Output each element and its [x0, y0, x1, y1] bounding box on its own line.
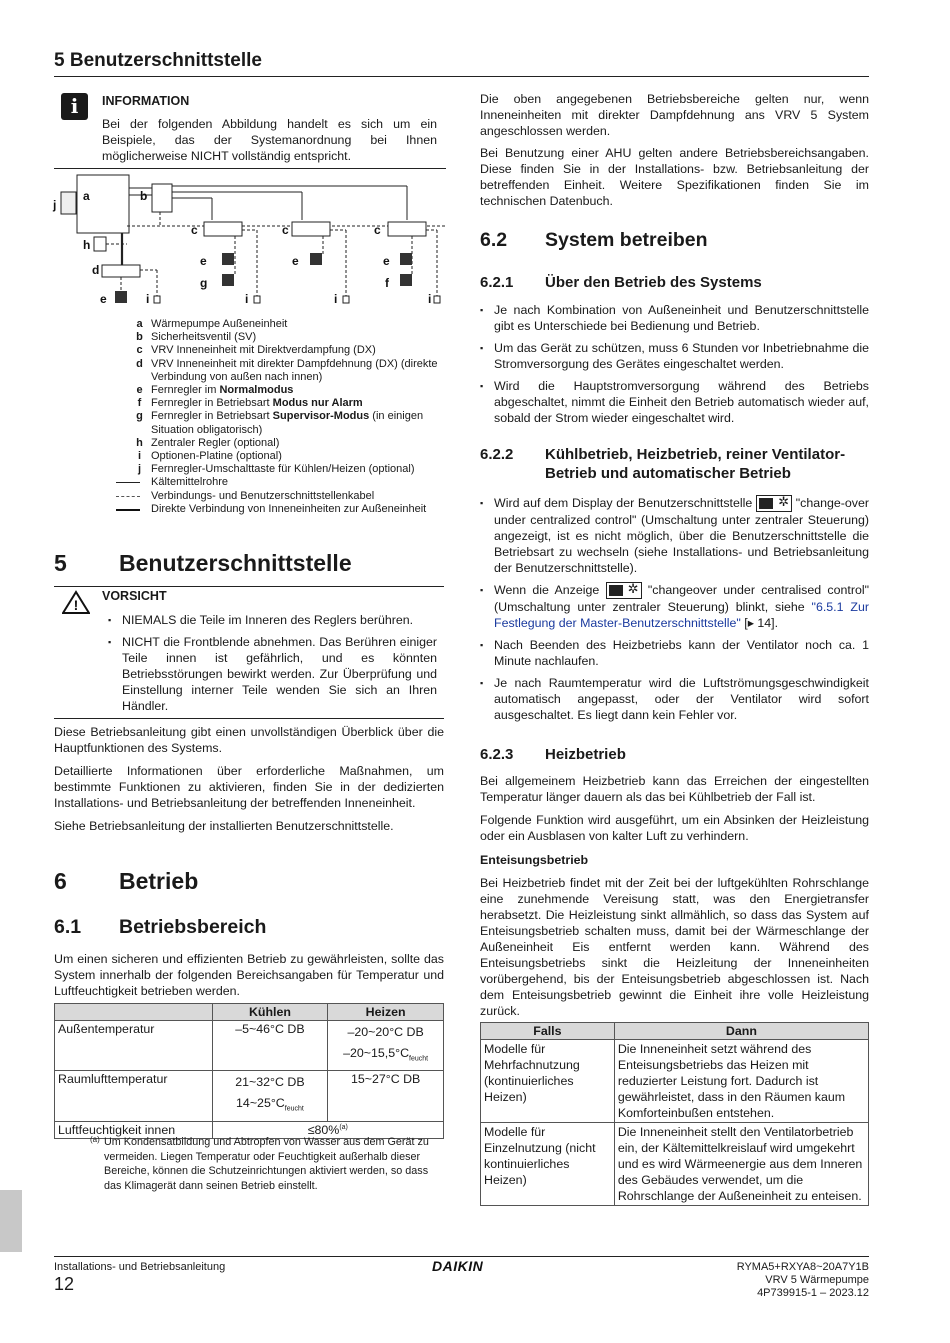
- section-6-2-2-heading: 6.2.2 Kühlbetrieb, Heizbetrieb, reiner Ventilator-Betrieb und automatischer Betrieb: [480, 446, 846, 482]
- thick-line-symbol: [116, 509, 140, 511]
- table-row: [481, 1040, 869, 1123]
- section-5-heading: 5 Benutzerschnittstelle: [54, 550, 352, 576]
- table-cell: Die Inneneinheit stellt den Ventilatorbetrieb ein, der Kältemittelkreislauf wird umgekehrt und es wird Wärmeenergie aus dem Inneren des Gebäudes verwendet, um die Rohrschlange der Außeneinheit zu enteisen.: [614, 1123, 868, 1206]
- page-header-title: 5 Benutzerschnittstelle: [54, 50, 262, 71]
- legend-item-j: j Fernregler-Umschalttaste für Kühlen/Heizen (optional): [137, 463, 415, 476]
- section-5-rule: [54, 586, 444, 587]
- section-6-2-1-heading: 6.2.1 Über den Betrieb des Systems: [480, 274, 762, 291]
- caution-list: [108, 612, 437, 720]
- footer-rule: [54, 1256, 869, 1257]
- table-header: Heizen: [328, 1004, 444, 1021]
- outdoor-unit-shape: [77, 175, 129, 233]
- svg-text:i: i: [245, 292, 249, 306]
- table-cell: –20~20°C DB $-20\sim 15,5^\circ C_{feucht}$: [328, 1021, 444, 1071]
- defrost-heading: Enteisungsbetrieb: [480, 853, 589, 867]
- table-cell: Luftfeuchtigkeit innen: [55, 1121, 213, 1138]
- table-header-row: [55, 1004, 444, 1021]
- section-5-para-1: Diese Betriebsanleitung gibt einen unvollständigen Überblick über die Hauptfunktionen des Systems.: [54, 725, 444, 755]
- legend-item-f: f Fernregler in Betriebsart Modus nur Alarm: [137, 397, 363, 410]
- table-cell: Die Inneneinheit setzt während des Enteisungsbetriebs das Heizen mit reduzierter Leistung fort. Dadurch ist gewährleistet, dass in den Räumen kaum Komforteinbußen entstehen.: [614, 1040, 868, 1123]
- legend-item-c: c VRV Inneneinheit mit Direktverdampfung (DX): [136, 344, 376, 357]
- svg-text:c: c: [191, 223, 198, 237]
- caution-label: VORSICHT: [102, 589, 167, 603]
- table-cell: Außentemperatur: [55, 1021, 213, 1071]
- table-cell: ≤80%$^{(a)}$: [212, 1121, 443, 1138]
- section-6-2-1-list: [480, 302, 869, 432]
- table-cell: 21~32°C DB $14\sim 25^\circ C_{feucht}$: [212, 1071, 328, 1121]
- svg-text:g: g: [200, 276, 208, 290]
- section-6-heading: 6 Betrieb: [54, 868, 199, 894]
- master-interface-link[interactable]: "6.5.1 Zur Festlegung der Master-Benutzerschnittstelle": [494, 600, 869, 631]
- list-item: ▪ Um das Gerät zu schützen, muss 6 Stunden vor Inbetriebnahme die Stromversorgung des Gerätes eingeschaltet werden.: [480, 340, 869, 372]
- list-item: ▪ Wird auf dem Display der Benutzerschnittstelle ✲ "change-over under centralized control" (Umschaltung unter zentraler Steuerung) angezeigt, ist es nicht möglich, über die Benutzerschnittstelle die Betriebsart zu wechseln (siehe Installations- und Betriebsanleitung der Benutzerschnittstelle).: [480, 495, 869, 576]
- operation-range-table: [54, 1003, 444, 1139]
- footer-model-info: RYMA5+RXYA8~20A7Y1B VRV 5 Wärmepumpe 4P739915-1 – 2023.12: [736, 1261, 869, 1299]
- svg-text:e: e: [200, 254, 207, 268]
- page-number: 12: [54, 1274, 75, 1294]
- table-row: [55, 1071, 444, 1121]
- section-5-para-3: Siehe Betriebsanleitung der installierten Benutzerschnittstelle.: [54, 819, 394, 833]
- list-item: ▪ Je nach Raumtemperatur wird die Luftströmungsgeschwindigkeit automatisch angepasst, oder der Ventilator wird sofort ausgeschaltet. Es liegt dann kein Fehler vor.: [480, 675, 869, 723]
- solid-line-symbol: [116, 482, 140, 483]
- changeover-icon: [606, 582, 642, 599]
- system-diagram: [52, 170, 447, 310]
- chapter-tab-marker: [0, 1190, 22, 1252]
- heating-para-2: Folgende Funktion wird ausgeführt, um ein Absinken der Heizleistung oder ein Ausblasen von kalter Luft zu verhindern.: [480, 813, 869, 843]
- svg-text:c: c: [374, 223, 381, 237]
- info-label: INFORMATION: [102, 94, 190, 108]
- table-header: [55, 1004, 213, 1021]
- list-item: ▪ Wenn die Anzeige ✲ "changeover under centralised control" (Umschaltung unter zentraler Steuerung) blinkt, siehe "6.5.1 Zur Festlegung der Master-Benutzerschnittstelle" [▸ 14].: [480, 582, 869, 631]
- svg-text:f: f: [385, 276, 389, 290]
- heating-para-1: Bei allgemeinem Heizbetrieb kann das Erreichen der eingestellten Temperatur länger dauern als das bei Kühlbetrieb der Fall ist.: [480, 774, 869, 804]
- list-item: ▪ Wird die Hauptstromversorgung während des Betriebs abgeschaltet, nimmt die Einheit den Betrieb automatisch wieder auf, sobald der Strom wieder eingeschaltet wird.: [480, 378, 869, 426]
- warning-icon: [62, 590, 90, 614]
- section-6-2-3-heading: 6.2.3 Heizbetrieb: [480, 746, 626, 763]
- dashed-line-symbol: [116, 496, 140, 497]
- table-header-row: [481, 1023, 869, 1040]
- svg-text:e: e: [100, 292, 107, 306]
- caution-rule: [54, 718, 444, 719]
- svg-text:e: e: [292, 254, 299, 268]
- info-text: Bei der folgenden Abbildung handelt es sich um ein Beispiele, das der Systemanordnung bei Ihnen möglicherweise NICHT vollständig entspricht.: [102, 117, 437, 163]
- legend-item-e: e Fernregler im Normalmodus: [136, 384, 294, 397]
- section-5-para-2: Detaillierte Informationen über erforderliche Maßnahmen, um bestimmte Funktionen zu aktivieren, finden Sie in der dedizierten Installations- und Betriebsanleitung der betreffenden Inneneinheit.: [54, 764, 444, 810]
- caution-item: ▪ NIEMALS die Teile im Inneren des Reglers berühren.: [108, 612, 437, 628]
- legend-item-g: g Fernregler in Betriebsart Supervisor-Modus (in einigen Situation obligatorisch): [136, 410, 424, 436]
- svg-text:d: d: [92, 263, 100, 277]
- right-para-1: Die oben angegebenen Betriebsbereiche gelten nur, wenn Inneneinheiten mit direkter Dampfdehnung ans VRV 5 System angeschlossen werden.: [480, 92, 869, 138]
- daikin-logo: DAIKIN: [432, 1258, 484, 1274]
- legend-item-a: a Wärmepumpe Außeneinheit: [136, 318, 288, 330]
- svg-text:j: j: [53, 198, 57, 212]
- section-6-2-heading: 6.2 System betreiben: [480, 229, 708, 251]
- table-cell: Modelle für Einzelnutzung (nicht kontinuierliches Heizen): [481, 1123, 615, 1206]
- svg-text:c: c: [282, 223, 289, 237]
- centralized-control-icon: [756, 495, 792, 512]
- caution-item: ▪ NICHT die Frontblende abnehmen. Das Berühren einiger Teile innen ist gefährlich, und es könnten Betriebsstörungen bewirkt werden. Zur Überprüfung und Einstellung interner Teile wenden Sie sich an Ihren Händler.: [108, 634, 437, 714]
- footer-doc-title: Installations- und Betriebsanleitung: [54, 1261, 226, 1273]
- section-6-1-heading: 6.1 Betriebsbereich: [54, 916, 267, 938]
- section-6-2-2-list: [480, 495, 869, 729]
- table-cell: –5~46°C DB: [212, 1021, 328, 1071]
- header-rule: [54, 76, 869, 77]
- svg-text:i: i: [146, 292, 150, 306]
- defrost-para: Bei Heizbetrieb findet mit der Zeit bei der luftgekühlten Rohrschlange eine zunehmende Vereisung statt, was den Energietransfer herabsetzt. Die Heizleistung sinkt allmählich, so dass das System auf Enteisungsbetrieb schalten muss, damit bei der Wärmeschlange der Außeneinheit Eis entfernt werden kann. Während des Enteisungsbetriebs sinkt die Heizleitung der Inneneinheiten vorübergehend, bis der Enteisungsbetrieb abgeschlossen ist. Nach dem Enteisungsbetrieb gewinnt die Einheit ihre volle Heizleistung zurück.: [480, 876, 869, 1018]
- table-cell: 15~27°C DB: [328, 1071, 444, 1121]
- legend-item-interface-cable: Verbindungs- und Benutzerschnittstellenkabel: [128, 490, 448, 503]
- table-header: Dann: [614, 1023, 868, 1040]
- sv-unit-shape: [152, 184, 172, 212]
- svg-text:i: i: [334, 292, 338, 306]
- svg-text:!: !: [73, 597, 79, 613]
- list-item: ▪ Nach Beenden des Heizbetriebs kann der Ventilator noch ca. 1 Minute nachlaufen.: [480, 637, 869, 669]
- section-6-1-para: Um einen sicheren und effizienten Betrieb zu gewährleisten, sollte das System innerhalb der folgenden Bereichsangaben für Temperatur und Luftfeuchtigkeit betrieben werden.: [54, 952, 444, 998]
- table-cell: Raumlufttemperatur: [55, 1071, 213, 1121]
- defrost-case-table: [480, 1022, 869, 1206]
- svg-text:i: i: [428, 292, 432, 306]
- table-row: [55, 1021, 444, 1071]
- legend-item-i: i Optionen-Platine (optional): [137, 450, 282, 463]
- table-header: Kühlen: [212, 1004, 328, 1021]
- footnote: (a) Um Kondensatbildung und Abtropfen von Wasser aus dem Gerät zu vermeiden. Liegen Temperatur oder Feuchtigkeit außerhalb dieser Bereiche, können die Schutzeinrichtungen aktiviert werden, so dass das Klimagerät dann seinen Betrieb einstellt.: [90, 1135, 429, 1192]
- diagram-legend: [128, 318, 448, 516]
- svg-text:b: b: [140, 189, 148, 203]
- info-icon: i: [61, 93, 88, 120]
- svg-text:e: e: [383, 254, 390, 268]
- list-item: ▪ Je nach Kombination von Außeneinheit und Benutzerschnittstelle gibt es Unterschiede bei Bedienung und Betrieb.: [480, 302, 869, 334]
- legend-item-refrigerant-pipe: Kältemittelrohre: [128, 476, 448, 489]
- info-rule: [54, 168, 446, 169]
- legend-item-direct-connection: Direkte Verbindung von Inneneinheiten zur Außeneinheit: [128, 503, 448, 516]
- table-header: Falls: [481, 1023, 615, 1040]
- legend-item-d: d VRV Inneneinheit mit direkter Dampfdehnung (DX) (direkte Verbindung von außen nach innen): [136, 357, 438, 383]
- legend-item-h: h Zentraler Regler (optional): [136, 436, 280, 449]
- svg-text:a: a: [83, 189, 90, 203]
- svg-text:h: h: [83, 238, 91, 252]
- right-para-2: Bei Benutzung einer AHU gelten andere Betriebsbereichsangaben. Diese finden Sie in der Installations- bzw. Betriebsanleitung der betreffenden Einheit. Weitere Spezifikationen finden Sie im technischen Datenbuch.: [480, 146, 869, 208]
- legend-item-b: b Sicherheitsventil (SV): [136, 331, 257, 344]
- table-cell: Modelle für Mehrfachnutzung (kontinuierliches Heizen): [481, 1040, 615, 1123]
- table-row: [481, 1123, 869, 1206]
